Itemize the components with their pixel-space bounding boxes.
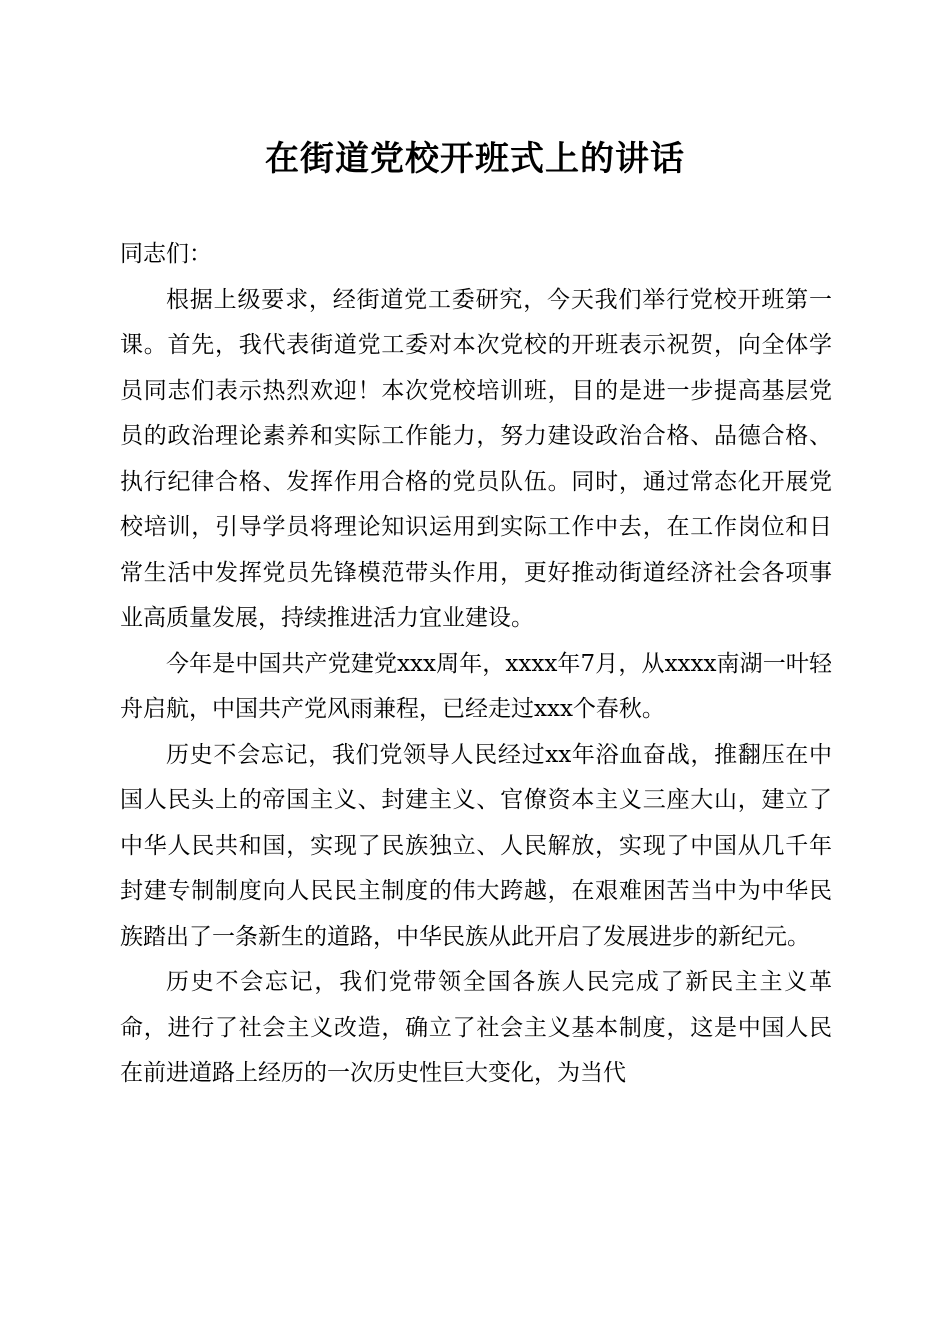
document-title: 在街道党校开班式上的讲话 xyxy=(265,139,685,179)
paragraph-2: 今年是中国共产党建党xxx周年，xxxx年7月，从xxxx南湖一叶轻舟启航，中国共产党风雨兼程，已经走过xxx个春秋。 xyxy=(120,650,832,722)
paragraph-3: 历史不会忘记，我们党领导人民经过xx年浴血奋战，推翻压在中国人民头上的帝国主义、封建主义、官僚资本主义三座大山，建立了中华人民共和国，实现了民族独立、人民解放，实现了中国从几千年封建专制制度向人民民主制度的伟大跨越，在艰难困苦当中为中华民族踏出了一条新生的道路，中华民族从此开启了发展进步的新纪元。 xyxy=(120,741,832,950)
document-body xyxy=(120,232,832,1097)
paragraph-1: 根据上级要求，经街道党工委研究，今天我们举行党校开班第一课。首先，我代表街道党工委对本次党校的开班表示祝贺，向全体学员同志们表示热烈欢迎！本次党校培训班，目的是进一步提高基层党员的政治理论素养和实际工作能力，努力建设政治合格、品德合格、执行纪律合格、发挥作用合格的党员队伍。同时，通过常态化开展党校培训，引导学员将理论知识运用到实际工作中去，在工作岗位和日常生活中发挥党员先锋模范带头作用，更好推动街道经济社会各项事业高质量发展，持续推进活力宜业建设。 xyxy=(120,286,832,631)
salutation: 同志们： xyxy=(120,241,212,267)
paragraph-4: 历史不会忘记，我们党带领全国各族人民完成了新民主主义革命，进行了社会主义改造，确立了社会主义基本制度，这是中国人民在前进道路上经历的一次历史性巨大变化，为当代 xyxy=(120,969,832,1086)
